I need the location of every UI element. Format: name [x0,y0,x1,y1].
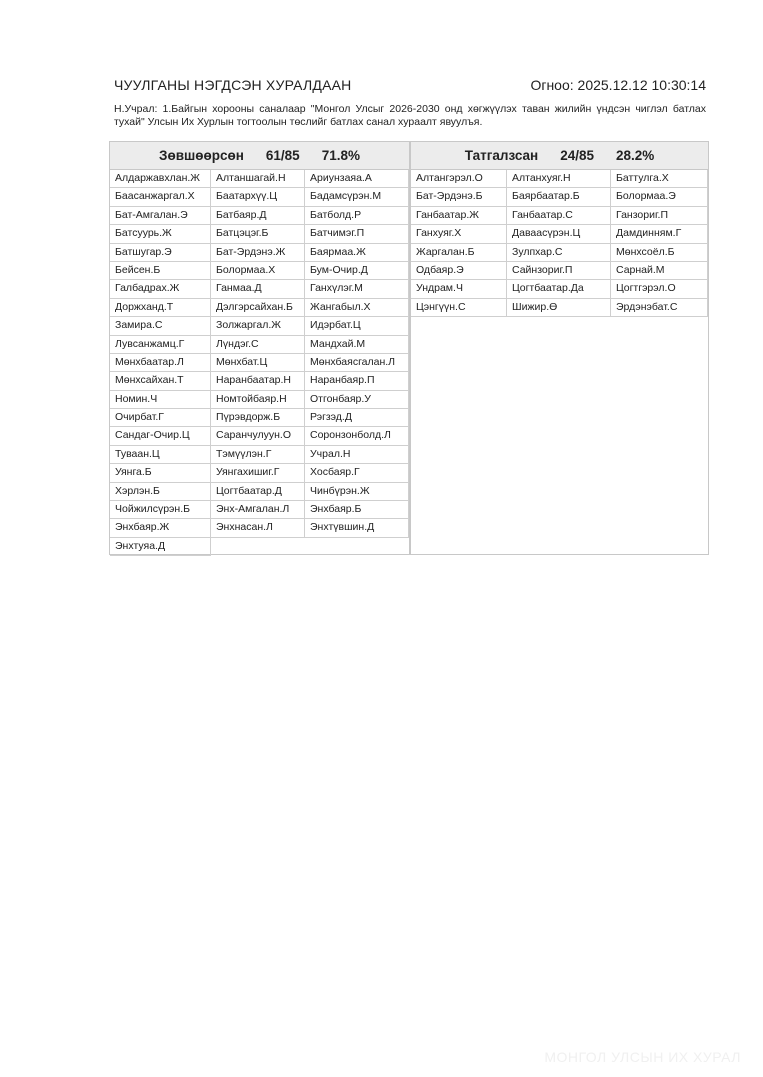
member-name-cell: Даваасүрэн.Ц [507,225,611,243]
approved-count: 61/85 [265,148,300,163]
vote-description: Н.Учрал: 1.Байгын хорооны саналаар "Монгол Улсыг 2026-2030 онд хөгжүүлэх таван жилийн үндсэн чиглэл батлах тухай" Улсын Их Хурлын тогтоолын төслийг батлах санал хураалт явуулъя. [114,103,706,128]
member-name-cell: Учрал.Н [305,446,409,464]
member-name-cell: Энхбаяр.Ж [110,519,211,537]
rejected-count: 24/85 [560,148,594,163]
approved-label: Зөвшөөрсөн [159,148,244,163]
member-name-cell: Цогтгэрэл.О [611,280,708,298]
approved-panel [109,141,410,555]
member-name-cell: Эрдэнэбат.С [611,299,708,317]
member-name-cell: Наранбаяр.П [305,372,409,390]
member-name-cell: Алдаржавхлан.Ж [110,170,211,188]
approved-percent: 71.8% [321,148,360,163]
member-name-cell: Энх-Амгалан.Л [211,501,305,519]
member-name-cell: Алтангэрэл.О [411,170,507,188]
member-name-cell: Ганбаатар.Ж [411,207,507,225]
member-name-cell: Энхбаяр.Б [305,501,409,519]
member-name-cell: Наранбаатар.Н [211,372,305,390]
member-name-cell: Сандаг-Очир.Ц [110,427,211,445]
member-name-cell: Доржханд.Т [110,299,211,317]
member-name-cell: Алтаншагай.Н [211,170,305,188]
member-name-cell: Одбаяр.Э [411,262,507,280]
member-name-cell: Ганмаа.Д [211,280,305,298]
member-name-cell: Уянга.Б [110,464,211,482]
member-name-cell: Бум-Очир.Д [305,262,409,280]
approved-header [110,142,409,170]
member-name-cell: Лувсанжамц.Г [110,336,211,354]
member-name-cell: Дэлгэрсайхан.Б [211,299,305,317]
member-name-cell: Жаргалан.Б [411,244,507,262]
member-name-cell: Баярмаа.Ж [305,244,409,262]
member-name-cell: Мөнхбат.Ц [211,354,305,372]
member-name-cell: Номин.Ч [110,391,211,409]
member-name-cell: Баатархүү.Ц [211,188,305,206]
member-name-cell: Баттулга.Х [611,170,708,188]
member-name-cell: Саранчулуун.О [211,427,305,445]
member-name-cell: Ариунзаяа.А [305,170,409,188]
member-name-cell: Бат-Эрдэнэ.Ж [211,244,305,262]
watermark: МОНГОЛ УЛСЫН ИХ ХУРАЛ [544,1049,741,1065]
member-name-cell: Лүндэг.С [211,336,305,354]
member-name-cell: Бадамсүрэн.М [305,188,409,206]
member-name-cell: Тэмүүлэн.Г [211,446,305,464]
rejected-names-grid [411,170,708,317]
member-name-cell: Батшугар.Э [110,244,211,262]
member-name-cell: Бат-Амгалан.Э [110,207,211,225]
member-name-cell: Алтанхуяг.Н [507,170,611,188]
member-name-cell: Дамдинням.Г [611,225,708,243]
member-name-cell: Ундрам.Ч [411,280,507,298]
member-name-cell: Батболд.Р [305,207,409,225]
member-name-cell: Хосбаяр.Г [305,464,409,482]
member-name-cell: Сарнай.М [611,262,708,280]
member-name-cell: Галбадрах.Ж [110,280,211,298]
member-name-cell: Баярбаатар.Б [507,188,611,206]
member-name-cell: Ганхүлэг.М [305,280,409,298]
member-name-cell: Уянгахишиг.Г [211,464,305,482]
member-name-cell: Баасанжаргал.Х [110,188,211,206]
member-name-cell: Батбаяр.Д [211,207,305,225]
rejected-percent: 28.2% [615,148,655,163]
member-name-cell: Ганбаатар.С [507,207,611,225]
member-name-cell: Золжаргал.Ж [211,317,305,335]
member-name-cell: Мөнхбаатар.Л [110,354,211,372]
member-name-cell: Мөнхсоёл.Б [611,244,708,262]
member-name-cell: Бат-Эрдэнэ.Б [411,188,507,206]
member-name-cell: Зулпхар.С [507,244,611,262]
member-name-cell: Шижир.Ө [507,299,611,317]
member-name-cell: Цогтбаатар.Д [211,483,305,501]
member-name-cell: Цэнгүүн.С [411,299,507,317]
member-name-cell: Ганзориг.П [611,207,708,225]
member-name-cell: Отгонбаяр.У [305,391,409,409]
rejected-panel [410,141,709,555]
member-name-cell: Пүрэвдорж.Б [211,409,305,427]
vote-results [109,141,709,555]
member-name-cell: Энхнасан.Л [211,519,305,537]
member-name-cell: Батчимэг.П [305,225,409,243]
member-name-cell: Мөнхсайхан.Т [110,372,211,390]
member-name-cell: Чойжилсүрэн.Б [110,501,211,519]
member-name-cell: Хэрлэн.Б [110,483,211,501]
member-name-cell: Бейсен.Б [110,262,211,280]
member-name-cell: Чинбүрэн.Ж [305,483,409,501]
member-name-cell: Болормаа.Э [611,188,708,206]
member-name-cell: Туваан.Ц [110,446,211,464]
member-name-cell: Мандхай.М [305,336,409,354]
member-name-cell: Цогтбаатар.Да [507,280,611,298]
member-name-cell: Сайнзориг.П [507,262,611,280]
member-name-cell: Номтойбаяр.Н [211,391,305,409]
page-title: ЧУУЛГАНЫ НЭГДСЭН ХУРАЛДААН [114,77,352,93]
member-name-cell: Болормаа.Х [211,262,305,280]
member-name-cell: Энхтуяа.Д [110,538,211,556]
member-name-cell: Соронзонболд.Л [305,427,409,445]
member-name-cell: Рэгзэд.Д [305,409,409,427]
member-name-cell: Жангабыл.Х [305,299,409,317]
member-name-cell: Батцэцэг.Б [211,225,305,243]
document-header [114,77,706,95]
member-name-cell: Энхтүвшин.Д [305,519,409,537]
member-name-cell: Замира.С [110,317,211,335]
rejected-label: Татгалзсан [464,148,539,163]
member-name-cell: Очирбат.Г [110,409,211,427]
session-date: Огноо: 2025.12.12 10:30:14 [530,77,706,93]
member-name-cell: Батсуурь.Ж [110,225,211,243]
approved-names-grid [110,170,409,556]
rejected-header [411,142,708,170]
member-name-cell: Мөнхбаясгалан.Л [305,354,409,372]
member-name-cell: Идэрбат.Ц [305,317,409,335]
member-name-cell: Ганхуяг.Х [411,225,507,243]
